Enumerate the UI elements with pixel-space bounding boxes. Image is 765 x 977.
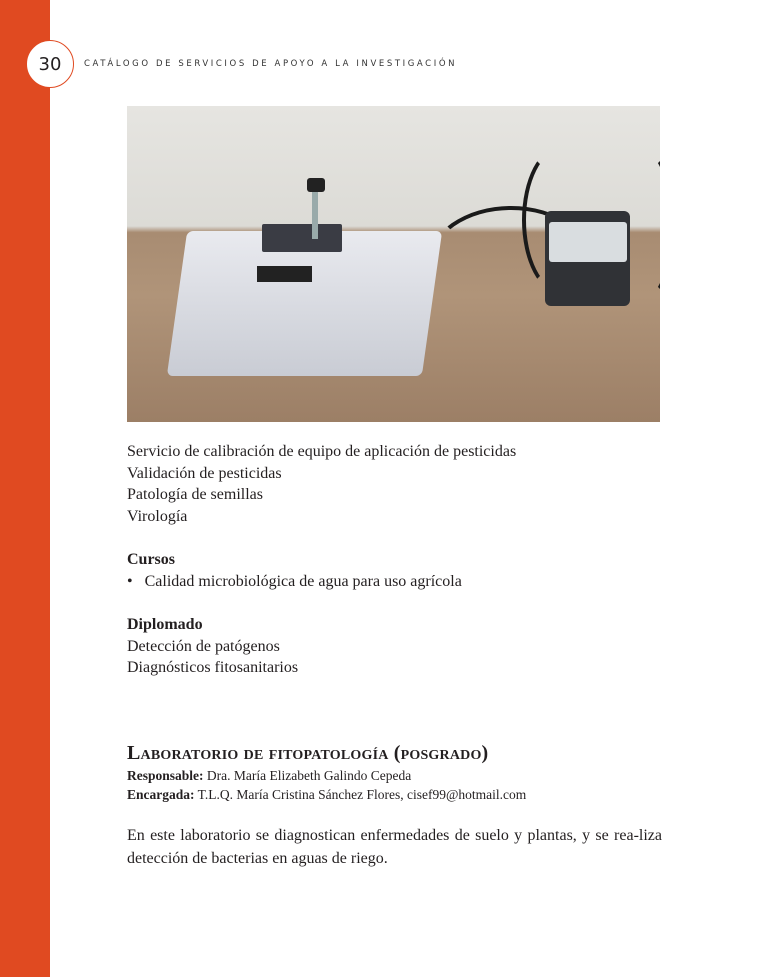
running-header: CATÁLOGO DE SERVICIOS DE APOYO A LA INVESTIGACIÓN <box>84 59 458 69</box>
responsable-value: Dra. María Elizabeth Galindo Cepeda <box>203 768 412 783</box>
equipment-photo <box>127 106 660 422</box>
lab-description: En este laboratorio se diagnostican enfermedades de suelo y plantas, y se rea-liza detección de bacterias en aguas de riego. <box>127 827 662 867</box>
page-number: 30 <box>26 40 74 88</box>
encargada-label: Encargada: <box>127 787 195 802</box>
diplomado-heading: Diplomado <box>127 616 203 633</box>
encargada-value: T.L.Q. María Cristina Sánchez Flores, cisef99@hotmail.com <box>194 787 527 802</box>
diplomado-item: Detección de patógenos <box>127 638 280 655</box>
service-item: Virología <box>127 508 188 525</box>
service-item: Validación de pesticidas <box>127 465 282 482</box>
diplomado-item: Diagnósticos fitosanitarios <box>127 659 299 676</box>
responsable-label: Responsable: <box>127 768 204 783</box>
service-item: Patología de semillas <box>127 486 263 503</box>
service-item: Servicio de calibración de equipo de aplicación de pesticidas <box>127 443 517 460</box>
lab-title: Laboratorio de fitopatología (posgrado) <box>127 742 489 764</box>
lab-meta <box>127 766 526 804</box>
side-band <box>0 0 50 977</box>
cursos-heading: Cursos <box>127 551 176 568</box>
bullet: • <box>127 573 145 590</box>
curso-item-label: Calidad microbiológica de agua para uso agrícola <box>144 573 462 590</box>
curso-item <box>127 571 462 593</box>
